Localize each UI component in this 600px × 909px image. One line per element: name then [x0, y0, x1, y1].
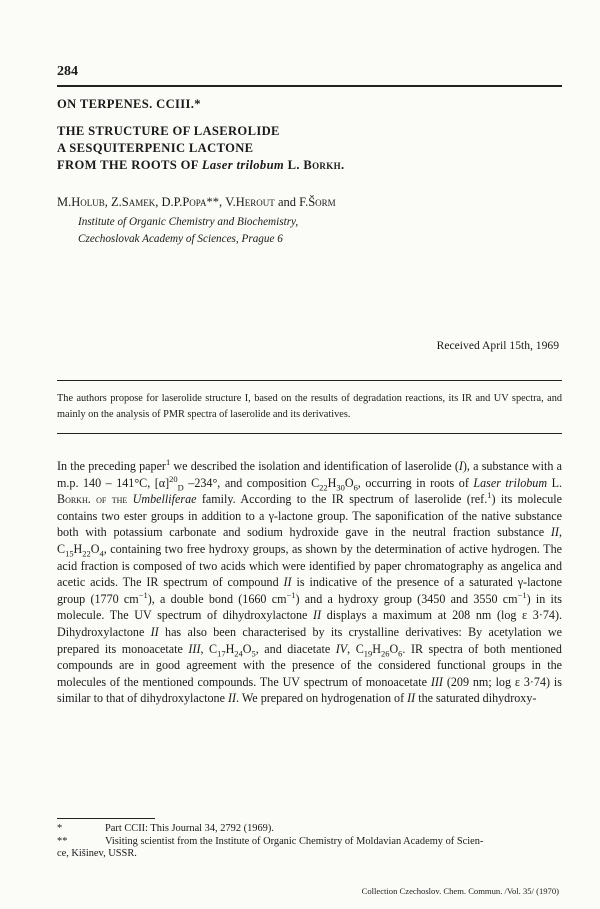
- footnote-2-text: Visiting scientist from the Institute of Organic Chemistry of Moldavian Academy of Scien-: [105, 836, 484, 847]
- affiliation-line-2: Czechoslovak Academy of Sciences, Prague 6: [78, 233, 283, 245]
- compound-I: I: [458, 459, 463, 473]
- affiliation-line-1: Institute of Organic Chemistry and Biochemistry,: [78, 216, 299, 228]
- title-authority: L. Borkh.: [284, 158, 345, 172]
- received-date: Received April 15th, 1969: [436, 339, 559, 352]
- footnote-2-mark: **: [57, 836, 68, 847]
- author-samek: Z.Samek: [111, 195, 156, 209]
- abstract-top-rule: [57, 380, 562, 381]
- author-list: M.Holub, Z.Samek, D.P.Popa**, V.Herout and F.Šorm: [57, 195, 336, 209]
- title-line-2: THE STRUCTURE OF LASEROLIDE: [57, 124, 280, 138]
- title-line-3: A SESQUITERPENIC LACTONE: [57, 141, 254, 155]
- species-name: Laser trilobum: [473, 475, 548, 490]
- footnote-rule: [57, 818, 155, 819]
- author-herout: V.Herout: [225, 195, 275, 209]
- author-holub: M.Holub: [57, 195, 105, 209]
- footnote-1: [57, 823, 274, 834]
- journal-footer: Collection Czechoslov. Chem. Commun. /Vol. 35/ (1970): [361, 886, 559, 896]
- page-number: 284: [57, 64, 78, 79]
- header-rule: [57, 85, 562, 87]
- footnote-2: [57, 836, 483, 847]
- author-sorm: F.Šorm: [299, 195, 336, 209]
- abstract-bottom-rule: [57, 433, 562, 434]
- footnote-1-text: Part CCII: This Journal 34, 2792 (1969).: [105, 823, 274, 834]
- footnote-2-continuation: ce, Kišinev, USSR.: [57, 848, 137, 859]
- title-prefix: FROM THE ROOTS OF: [57, 158, 202, 172]
- title-line-4: [57, 158, 344, 173]
- footnote-1-mark: *: [57, 823, 63, 834]
- author-and: and: [277, 195, 296, 209]
- author-popa: D.P.Popa**: [161, 195, 219, 209]
- abstract: The authors propose for laserolide structure I, based on the results of degradation reactions, its IR and UV spectra, and mainly on the analysis of PMR spectra of laserolide and its derivatives.: [57, 393, 562, 420]
- body-paragraph: In the preceding paper$^1$ we described the isolation and identification of laserolide (I), a substance with a m.p. 140 – 141°C, $[\alpha]^{20}_D$ –234°, and composition $C_{22}H_{30}O_6$, occurring in roots of Laser trilobum L. Borkh. of the Umbelliferae family. According to the IR spectrum of laserolide (ref.$^1$) its molecule contains two ester groups in addition to a γ-lactone group. The saponification of the native substance both with potassium carbonate and sodium hydroxide gave in the neutral fraction substance II, $C_{15}H_{22}O_4$, containing two free hydroxy groups, as shown by the determination of active hydrogen. The acid fraction is composed of two acids which were identified by paper chromatography as angelica and acetic acids. The IR spectrum of compound II is indicative of the presence of a saturated γ-lactone group (1770 $cm^{-1}$), a double bond (1660 $cm^{-1}$) and a hydroxy group (3450 and 3550 $cm^{-1}$) in its molecule. The UV spectrum of dihydroxylactone II displays a maximum at 208 nm (log ε 3·74). Dihydroxylactone II has also been characterised by its crystalline derivatives: By acetylation we prepared its monoacetate III, $C_{17}H_{24}O_5$, and diacetate IV, $C_{19}H_{26}O_6$. IR spectra of both mentioned compounds are in good agreement with the presence of the considered functional groups in the molecules of the mentioned compounds. The UV spectrum of monoacetate III (209 nm; log ε 3·74) is similar to that of dihydroxylactone II. We prepared on hydrogenation of II the saturated dihydroxy-: [57, 456, 563, 706]
- ref-1: 1: [165, 456, 171, 467]
- title-line-1: ON TERPENES. CCIII.*: [57, 97, 201, 111]
- title-species: Laser trilobum: [201, 158, 285, 172]
- family-name: Umbelliferae: [132, 492, 197, 507]
